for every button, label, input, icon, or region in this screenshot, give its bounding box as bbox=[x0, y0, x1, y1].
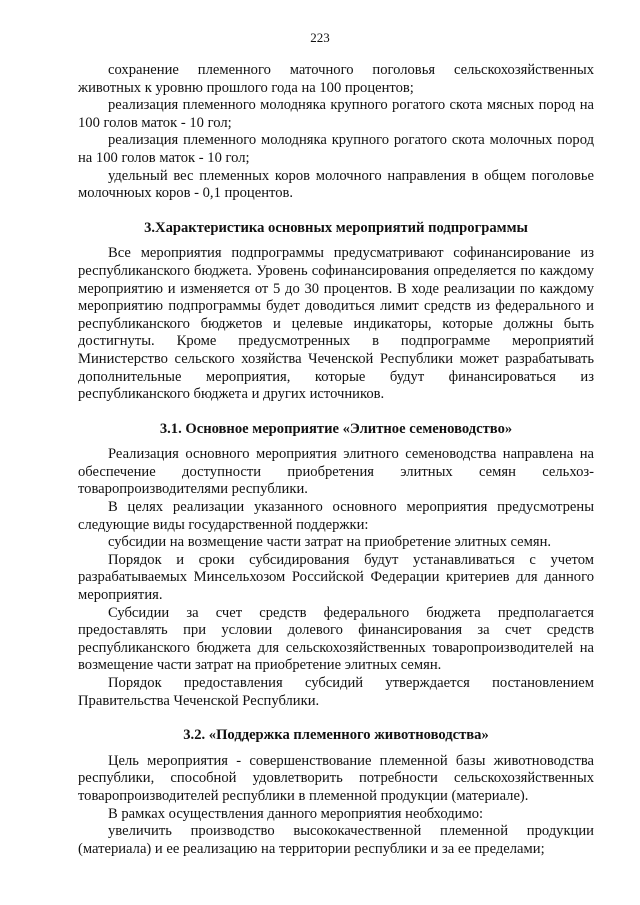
section-heading: 3.Характеристика основных мероприятий подпрограммы bbox=[144, 219, 528, 236]
paragraph: Субсидии за счет средств федерального бюджета предполагается предоставлять при условии долевого финансирования за счет средств республиканского бюджета для сельскохозяйственных товаропроизводителей на возмещение части затрат на приобретение элитных семян. bbox=[78, 604, 594, 674]
page-number: 223 bbox=[310, 30, 330, 45]
paragraph: субсидии на возмещение части затрат на приобретение элитных семян. bbox=[108, 534, 552, 551]
paragraph: Реализация основного мероприятия элитного семеноводства направлена на обеспечение доступности приобретения элитных семян сельхоз-товаропроизводителями республики. bbox=[78, 446, 594, 498]
section-heading: 3.2. «Поддержка племенного животноводства» bbox=[183, 727, 489, 744]
paragraph: Все мероприятия подпрограммы предусматривают софинансирование из республиканского бюджета. Уровень софинансирования определяется по каждому мероприятию и изменяется от 5 до 30 процентов. В ходе реализации по каждому мероприятию подпрограммы будет доводиться лимит средств из федерального и республиканского бюджетов и целевые индикаторы, которые должны быть достигнуты. Кроме предусмотренных в подпрограмме мероприятий Министерство сельского хозяйства Чеченской Республики может разрабатывать дополнительные мероприятия, которые будут финансироваться из республиканского бюджета и других источников. bbox=[78, 245, 594, 403]
paragraph: реализация племенного молодняка крупного рогатого скота молочных пород на 100 голов маток - 10 гол; bbox=[78, 132, 594, 166]
paragraph: В рамках осуществления данного мероприятия необходимо: bbox=[108, 805, 484, 822]
paragraph: удельный вес племенных коров молочного направления в общем поголовье молочнюых коров - 0,1 процентов. bbox=[78, 167, 594, 202]
paragraph: сохранение племенного маточного поголовья сельскохозяйственных животных к уровню прошлого года на 100 процентов; bbox=[78, 62, 594, 96]
paragraph: увеличить производство высококачественной племенной продукции (материала) и ее реализацию на территории республики и за ее пределами; bbox=[78, 823, 594, 857]
paragraph: Порядок и сроки субсидирования будут устанавливаться с учетом разрабатываемых Минсельхозом Российской Федерации критериев для данного мероприятия. bbox=[78, 551, 594, 604]
section-heading: 3.1. Основное мероприятие «Элитное семеноводство» bbox=[159, 420, 513, 437]
paragraph: Порядок предоставления субсидий утверждается постановлением Правительства Чеченской Республики. bbox=[78, 675, 594, 709]
paragraph: Цель мероприятия - совершенствование племенной базы животноводства республики, способной удовлетворить потребности сельскохозяйственных товаропроизводителей республики в племенной продукции (материале). bbox=[78, 752, 594, 804]
document-body bbox=[78, 62, 594, 858]
paragraph: В целях реализации указанного основного мероприятия предусмотрены следующие виды государственной поддержки: bbox=[78, 499, 594, 533]
paragraph: реализация племенного молодняка крупного рогатого скота мясных пород на 100 голов маток - 10 гол; bbox=[78, 97, 594, 131]
